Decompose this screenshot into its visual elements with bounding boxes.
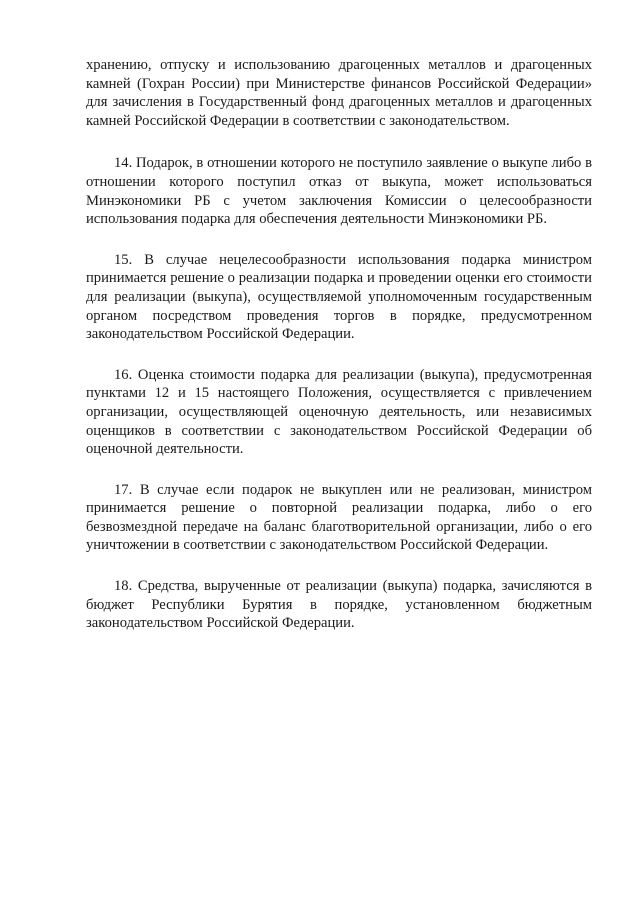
paragraph-continuation: хранению, отпуску и использованию драгоценных металлов и драгоценных камней (Гохран России) при Министерстве финансов Российской Федерации» для зачисления в Государственный фонд драгоценных металлов и драгоценных камней Российской Федерации в соответствии с законодательством.	[86, 57, 592, 129]
paragraph-14: 14. Подарок, в отношении которого не поступило заявление о выкупе либо в отношении которого поступил отказ от выкупа, может использоваться Минэкономики РБ с учетом заключения Комиссии о целесообразности использования подарка для обеспечения деятельности Минэкономики РБ.	[86, 155, 592, 228]
document-page	[86, 56, 592, 655]
paragraph-16: 16. Оценка стоимости подарка для реализации (выкупа), предусмотренная пунктами 12 и 15 настоящего Положения, осуществляется с привлечением организации, осуществляющей оценочную деятельность, или независимых оценщиков в соответствии с законодательством Российской Федерации об оценочной деятельности.	[86, 366, 592, 458]
paragraph-15: 15. В случае нецелесообразности использования подарка министром принимается решение о реализации подарка и проведении оценки его стоимости для реализации (выкупа), осуществляемой уполномоченным государственным органом посредством проведения торгов в порядке, предусмотренном законодательством Российской Федерации.	[86, 251, 592, 343]
paragraph-17: 17. В случае если подарок не выкуплен или не реализован, министром принимается решение о повторной реализации подарка, либо о его безвозмездной передаче на баланс благотворительной организации, либо о его уничтожении в соответствии с законодательством Российской Федерации.	[86, 481, 592, 554]
paragraph-18: 18. Средства, вырученные от реализации (выкупа) подарка, зачисляются в бюджет Республики Бурятия в порядке, установленном бюджетным законодательством Российской Федерации.	[86, 578, 592, 632]
